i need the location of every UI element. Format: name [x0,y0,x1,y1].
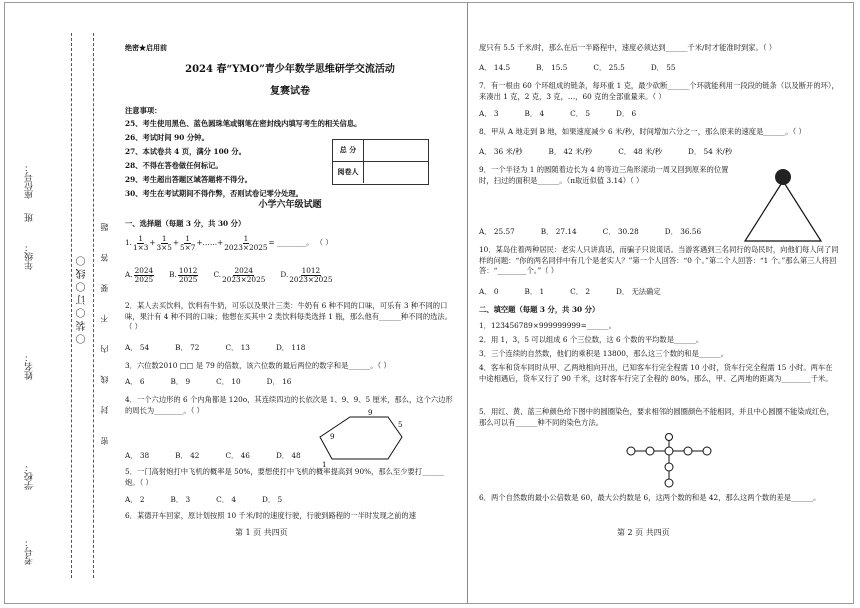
svg-text:9: 9 [368,409,373,417]
question-5-options: A． 2 B． 3 C． 4 D． 5 [125,495,283,504]
svg-text:1: 1 [322,461,327,469]
right-page [479,9,839,594]
seal-line-outer [71,33,72,578]
left-page [125,9,455,594]
notice-4: 28、不得在答卷做任何标记。 [125,161,223,170]
svg-text:9: 9 [330,433,335,441]
notice-3: 27、本试卷共 4 页，满分 100 分。 [125,147,246,156]
question-10: 10．某岛住着两种居民：老实人只讲真话，而骗子只说谎话。当游客遇到三名同行的岛民时，向他们每人问了同样的问题：“你的两名同伴中有几个是老实人？”第一个人回答：“0 个。”第二个人回答：“1 个。”那么第三人将回答：“________个。”（ ） [479,245,839,276]
name-label: 姓名： [25,353,35,380]
question-3-options: A． 6 B． 9 C． 10 D． 16 [125,377,292,386]
grade-label: 年级： [25,243,35,270]
total-score-label: 总 分 [333,140,364,161]
notice-title: 注意事项： [125,106,162,115]
question-3: 3．六位数2010 □□ 是 79 的倍数，该六位数的最后两位的数字和是______。（ ） [125,361,391,370]
question-4: 4．一个六边形的 6 个内角都是 120o，其连续四边的长依次是 1、9、9、5 厘米，那么，这个六边形的周长为________。（ ） [125,395,453,415]
notice-1: 25、考生使用黑色、蓝色圆珠笔或钢笔在密封线内填写考生的相关信息。 [125,119,362,128]
grade-title: 小学六年级试题 [258,200,322,210]
exam-title: 2024 春“YMO”青少年数学思维研学交流活动 [185,64,395,75]
question-2: 2．某人去买饮料，饮料有牛奶，可乐以及果汁三类：牛奶有 6 种不同的口味，可乐有 3 种不同的口味，果汁有 4 种不同的口味；他想在买其中 2 类饮料每类选择 1 瓶，那么他有______种不同的选法。（ ） [125,301,453,332]
section-1-title: 一、选择题（每题 3 分，共 30 分） [125,219,246,228]
do-not-answer-warning: 密 封 线 内 不 要 答 题 [100,213,109,445]
fill-1: 1．123456789×999999999=______。 [479,321,616,330]
page-1-footer: 第 1 页 共四页 [235,528,288,537]
question-1: 1. $\frac{1}{1\times 3}$ + $\frac{1}{3\times 5}$ + $\frac{1}{5\times 7}$ +……+ $\frac{1}{2023\times 2025}$ = ________。 （ ） [125,234,333,252]
question-4-options: A． 38 B． 42 C． 46 D． 48 [125,451,301,460]
exam-subtitle: 复赛试卷 [270,86,310,97]
grader-label: 阅卷人 [333,162,364,183]
binding-margin [13,33,113,578]
exam-no-label: 考号： [25,538,35,565]
class-label: 班 [25,213,35,222]
fill-4: 4．客车和货车同时从甲、乙两地相向开出，已知客车行完全程需 10 小时，货车行完全程需 15 小时。两车在中途相遇后，货车又行了 90 千米，这时客车行完了全程的 80%。那么，甲、乙两地的距离为________千米。 [479,363,833,383]
question-6-options: A． 14.5 B． 15.5 C． 25.5 D． 55 [479,63,676,72]
question-6-cont: 度只有 5.5 千米/时，那么在后一半路程中，速度必须达到______千米/时才能准时到家。（ ） [479,43,777,52]
circle-coloring-figure [619,433,719,489]
question-2-options: A． 54 B． 72 C． 13 D． 118 [125,343,306,352]
question-9: 9．一个半径为 1 的圆随着边长为 4 的等边三角形滚动一周又回到原来的位置时，扫过的面积是______。（π取近似值 3.14）（ ） [479,165,729,185]
secret-mark: 绝密★启用前 [125,43,167,52]
fill-3: 3．三个连续的自然数，他们的乘积是 13800，那么这三个数的和是______。 [479,349,729,358]
notice-2: 26、考试时间 90 分钟。 [125,133,209,142]
question-8-options: A． 36 米/秒 B． 42 米/秒 C． 48 米/秒 D． 54 米/秒 [479,147,733,156]
section-2-title: 二、填空题（每题 3 分，共 30 分） [479,305,600,314]
exam-sheet [4,2,854,604]
seat-label: 座位号： [25,163,35,199]
question-7: 7．有一根由 60 个环组成的链条，每环重 1 克，最少砍断______个环就能利用一段段的链条（以及断开的环），来凑出 1 克，2 克，3 克，…，60 克的全部重量来。（ ） [479,81,839,101]
svg-text:5: 5 [398,421,403,429]
question-1-options: A. $\frac{2024}{2025}$ B. $\frac{1012}{2025}$ C. $\frac{2024}{2023\times 2025}$ D. $\frac{1012}{2023\times 2025}$ [125,266,333,284]
question-8: 8．甲从 A 地走到 B 地，如果速度减少 6 米/秒，时间增加六分之一，那么原来的速度是______。（ ） [479,127,806,136]
page-2-footer: 第 2 页 共四页 [617,528,670,537]
question-6-start: 6．某德开车回家，原计划按照 10 千米/时的速度行驶，行驶到路程的一半时发现之前的速 [125,511,417,520]
fill-5: 5．用红、黄、蓝三种颜色给下图中的圆圈染色，要求相邻的圆圈颜色不能相同，并且中心圆圈不能染成红色，那么可以有______种不同的染色方法。 [479,407,834,427]
notice-6: 30、考生在考试期间不得作弊，否则试卷记零分处理。 [125,189,303,198]
column-divider [467,3,468,603]
question-7-options: A． 3 B． 4 C． 5 D． 6 [479,109,637,118]
seal-line-text: 〇装〇订〇线〇 [77,253,88,344]
seal-line-inner [93,33,94,578]
question-5: 5．一门高射炮打中飞机的概率是 50%，要想使打中飞机的概率提高到 90%，那么至少要打______炮。（ ） [125,467,444,487]
notice-5: 29、考生超出答题区域答题将不得分。 [125,175,252,184]
score-box [332,139,429,185]
fill-6: 6．两个自然数的最小公倍数是 60，最大公约数是 6，这两个数的和是 42，那么这两个数的差是______。 [479,493,821,502]
question-10-options: A． 0 B． 1 C． 2 D． 无法确定 [479,287,661,296]
school-label: 学校： [25,463,35,490]
question-9-options: A． 25.57 B． 27.14 C． 30.28 D． 36.56 [479,227,702,236]
fill-2: 2．用 1，3，5 可以组成 6 个三位数，这 6 个数的平均数是______。 [479,335,704,344]
